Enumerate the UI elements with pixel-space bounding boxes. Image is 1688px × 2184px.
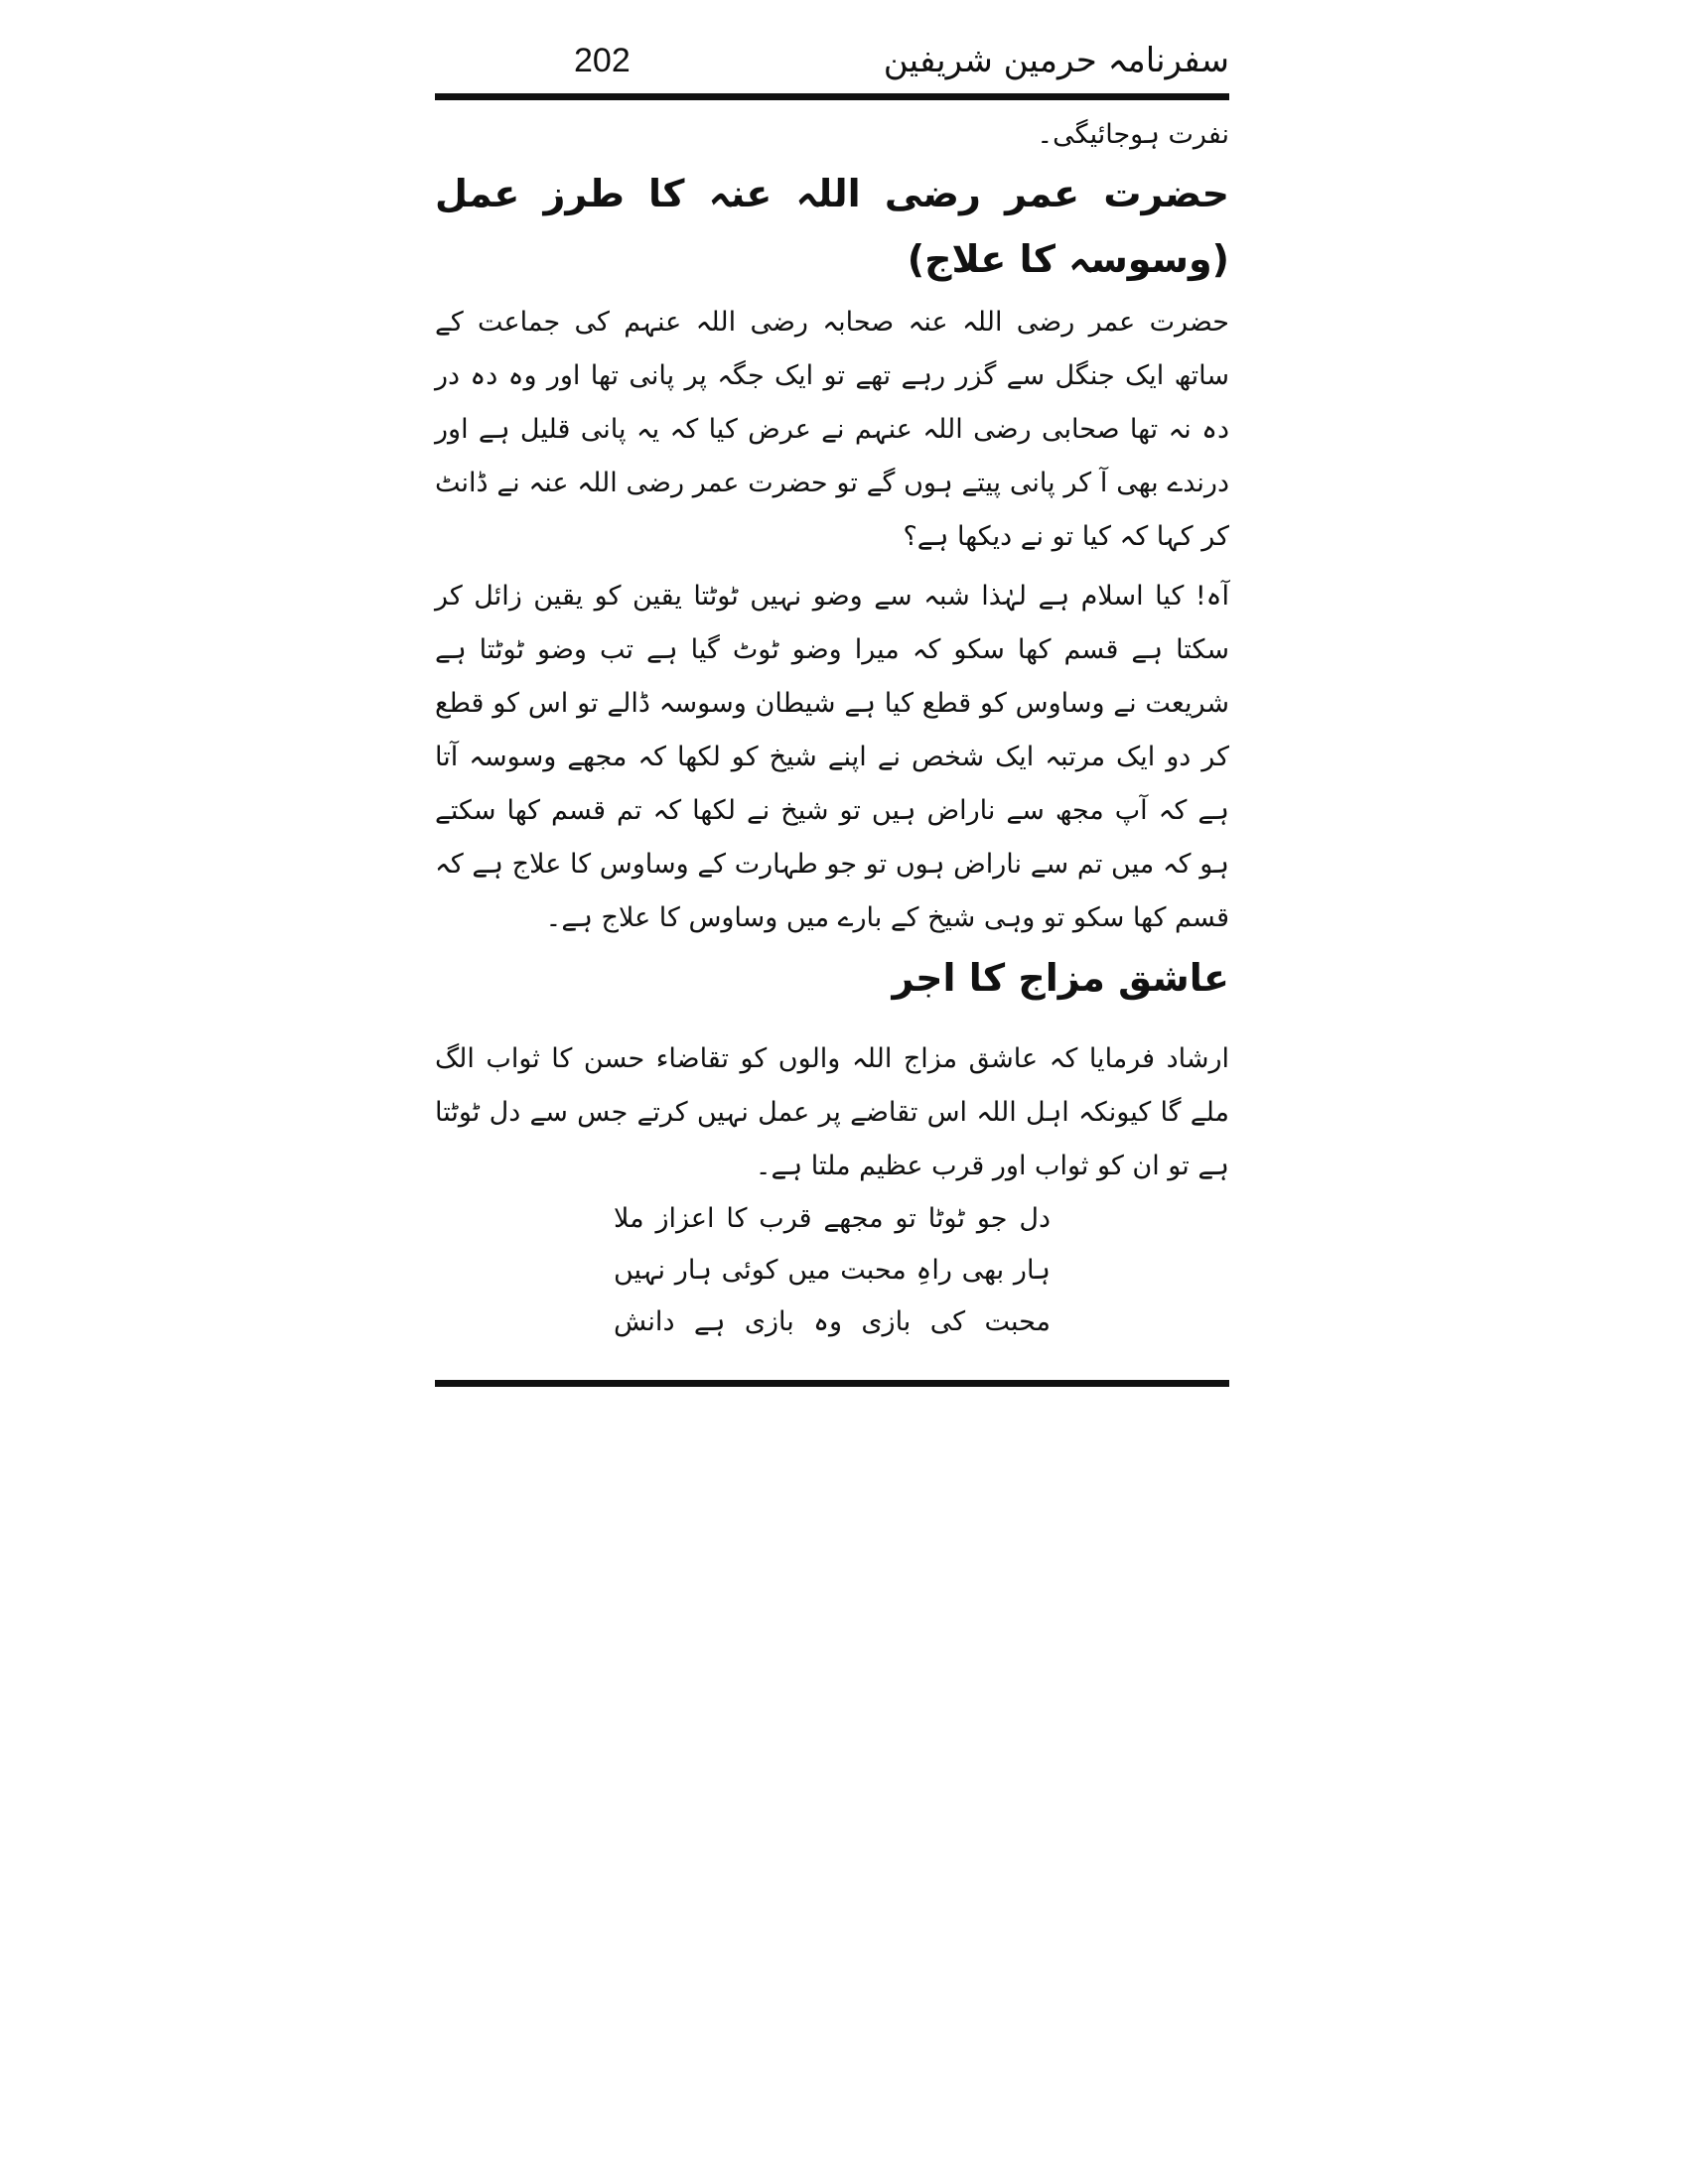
poetry-verse: محبت کی بازی وہ بازی ہے دانش: [614, 1306, 1051, 1337]
paragraph-umar-story: حضرت عمر رضی اللہ عنہ صحابہ رضی اللہ عنہم کی جماعت کے ساتھ ایک جنگل سے گزر رہے تھے تو ایک جگہ پر پانی تھا اور وہ دہ در دہ نہ تھا صحابی رضی اللہ عنہم نے عرض کیا کہ یہ پانی قلیل ہے اور درندے بھی آ کر پانی پیتے ہوں گے تو حضرت عمر رضی اللہ عنہ نے ڈانٹ کر کہا کہ کیا تو نے دیکھا ہے؟: [435, 307, 1229, 552]
page-number: 202: [574, 42, 631, 79]
section-heading-ashiq: عاشق مزاج کا اجر: [892, 956, 1229, 1000]
section-heading-umar: حضرت عمر رضی اللہ عنہ کا طرز عمل (وسوسہ کا علاج): [435, 172, 1229, 281]
footer-rule: [435, 1380, 1229, 1387]
page-content: [435, 109, 1229, 1348]
page-header: [435, 30, 1229, 89]
poetry-block: [614, 1193, 1051, 1348]
spacer: [435, 1011, 1229, 1028]
poetry-verse: دل جو ٹوٹا تو مجھے قرب کا اعزاز ملا: [614, 1203, 1051, 1234]
paragraph-waswasa: آہ! کیا اسلام ہے لہٰذا شبہ سے وضو نہیں ٹوٹتا یقین کو یقین زائل کر سکتا ہے قسم کھا سکو کہ میرا وضو ٹوٹ گیا ہے تب وضو ٹوٹتا ہے شریعت نے وساوس کو قطع کیا ہے شیطان وسوسہ ڈالے تو اس کو قطع کر دو ایک مرتبہ ایک شخص نے اپنے شیخ کو لکھا کہ مجھے وسوسہ آتا ہے کہ آپ مجھ سے ناراض ہیں تو شیخ نے لکھا کہ تم قسم کھا سکتے ہو کہ میں تم سے ناراض ہوں تو جو طہارت کے وساوس کا علاج ہے کہ قسم کھا سکو تو وہی شیخ کے بارے میں وساوس کا علاج ہے۔: [435, 581, 1229, 933]
book-title: سفرنامہ حرمین شریفین: [883, 41, 1229, 80]
paragraph-ashiq: ارشاد فرمایا کہ عاشق مزاج اللہ والوں کو تقاضاء حسن کا ثواب الگ ملے گا کیونکہ اہل اللہ اس تقاضے پر عمل نہیں کرتے جس سے دل ٹوٹتا ہے تو ان کو ثواب اور قرب عظیم ملتا ہے۔: [435, 1043, 1229, 1181]
header-rule: [435, 93, 1229, 100]
book-page: [435, 30, 1229, 1400]
opening-line: نفرت ہوجائیگی۔: [1037, 119, 1229, 150]
poetry-verse: ہار بھی راہِ محبت میں کوئی ہار نہیں: [614, 1255, 1051, 1286]
